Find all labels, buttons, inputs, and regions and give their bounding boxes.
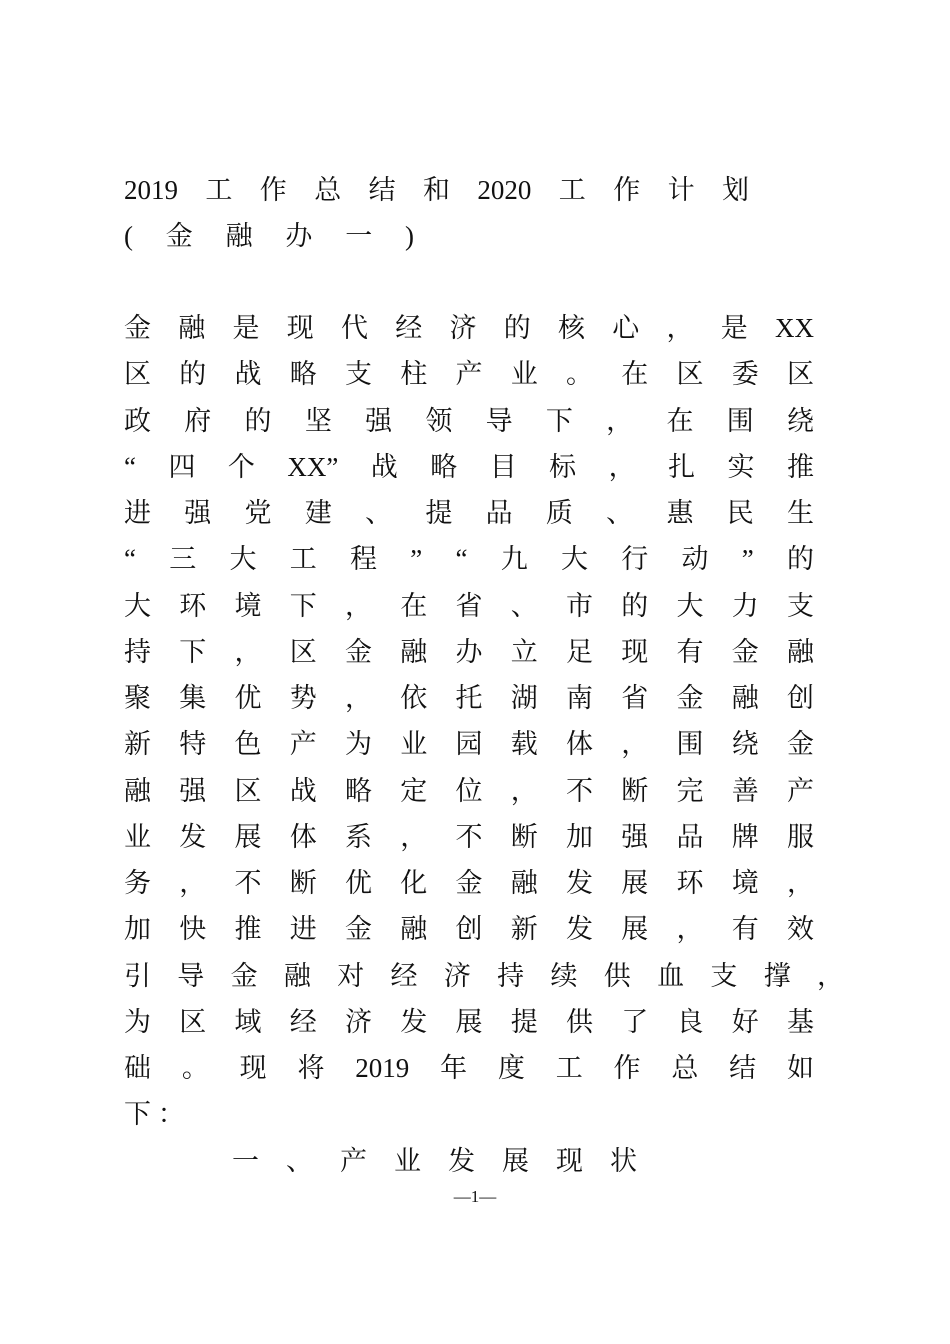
page-number: —1— xyxy=(453,1187,497,1206)
body-line-15: 引 导 金 融 对 经 济 持 续 供 血 支 撑 ， xyxy=(124,961,844,991)
body-line-9: 聚 集 优 势 ， 依 托 湖 南 省 金 融 创 xyxy=(124,683,814,713)
body-line-13: 务 ， 不 断 优 化 金 融 发 展 环 境 ， xyxy=(124,868,814,898)
body-line-12: 业 发 展 体 系 ， 不 断 加 强 品 牌 服 xyxy=(124,822,814,852)
body-line-6: “ 三 大 工 程 ” “ 九 大 行 动 ” 的 xyxy=(124,544,814,574)
body-line-10: 新 特 色 产 为 业 园 载 体 ， 围 绕 金 xyxy=(124,729,814,759)
body-line-17: 础 。 现 将 2019 年 度 工 作 总 结 如 xyxy=(124,1053,814,1083)
title-line-1: 2019 工 作 总 结 和 2020 工 作 计 划 xyxy=(124,175,749,205)
section-heading: 一 、 产 业 发 展 现 状 xyxy=(232,1146,637,1176)
body-line-5: 进 强 党 建 、 提 品 质 、 惠 民 生 xyxy=(124,498,814,528)
body-line-2: 区 的 战 略 支 柱 产 业 。 在 区 委 区 xyxy=(124,359,814,389)
body-line-18: 下 ： xyxy=(124,1099,185,1129)
body-line-14: 加 快 推 进 金 融 创 新 发 展 ， 有 效 xyxy=(124,914,814,944)
title-line-2: ( 金 融 办 一 ) xyxy=(124,221,414,251)
body-line-7: 大 环 境 下 ， 在 省 、 市 的 大 力 支 xyxy=(124,591,814,621)
body-line-16: 为 区 域 经 济 发 展 提 供 了 良 好 基 xyxy=(124,1007,814,1037)
body-line-11: 融 强 区 战 略 定 位 ， 不 断 完 善 产 xyxy=(124,776,814,806)
body-line-4: “ 四 个 XX” 战 略 目 标 ， 扎 实 推 xyxy=(124,452,814,482)
body-line-1: 金 融 是 现 代 经 济 的 核 心 ， 是 XX xyxy=(124,313,814,343)
body-line-8: 持 下 ， 区 金 融 办 立 足 现 有 金 融 xyxy=(124,637,814,667)
body-line-3: 政 府 的 坚 强 领 导 下 ， 在 围 绕 xyxy=(124,406,814,436)
